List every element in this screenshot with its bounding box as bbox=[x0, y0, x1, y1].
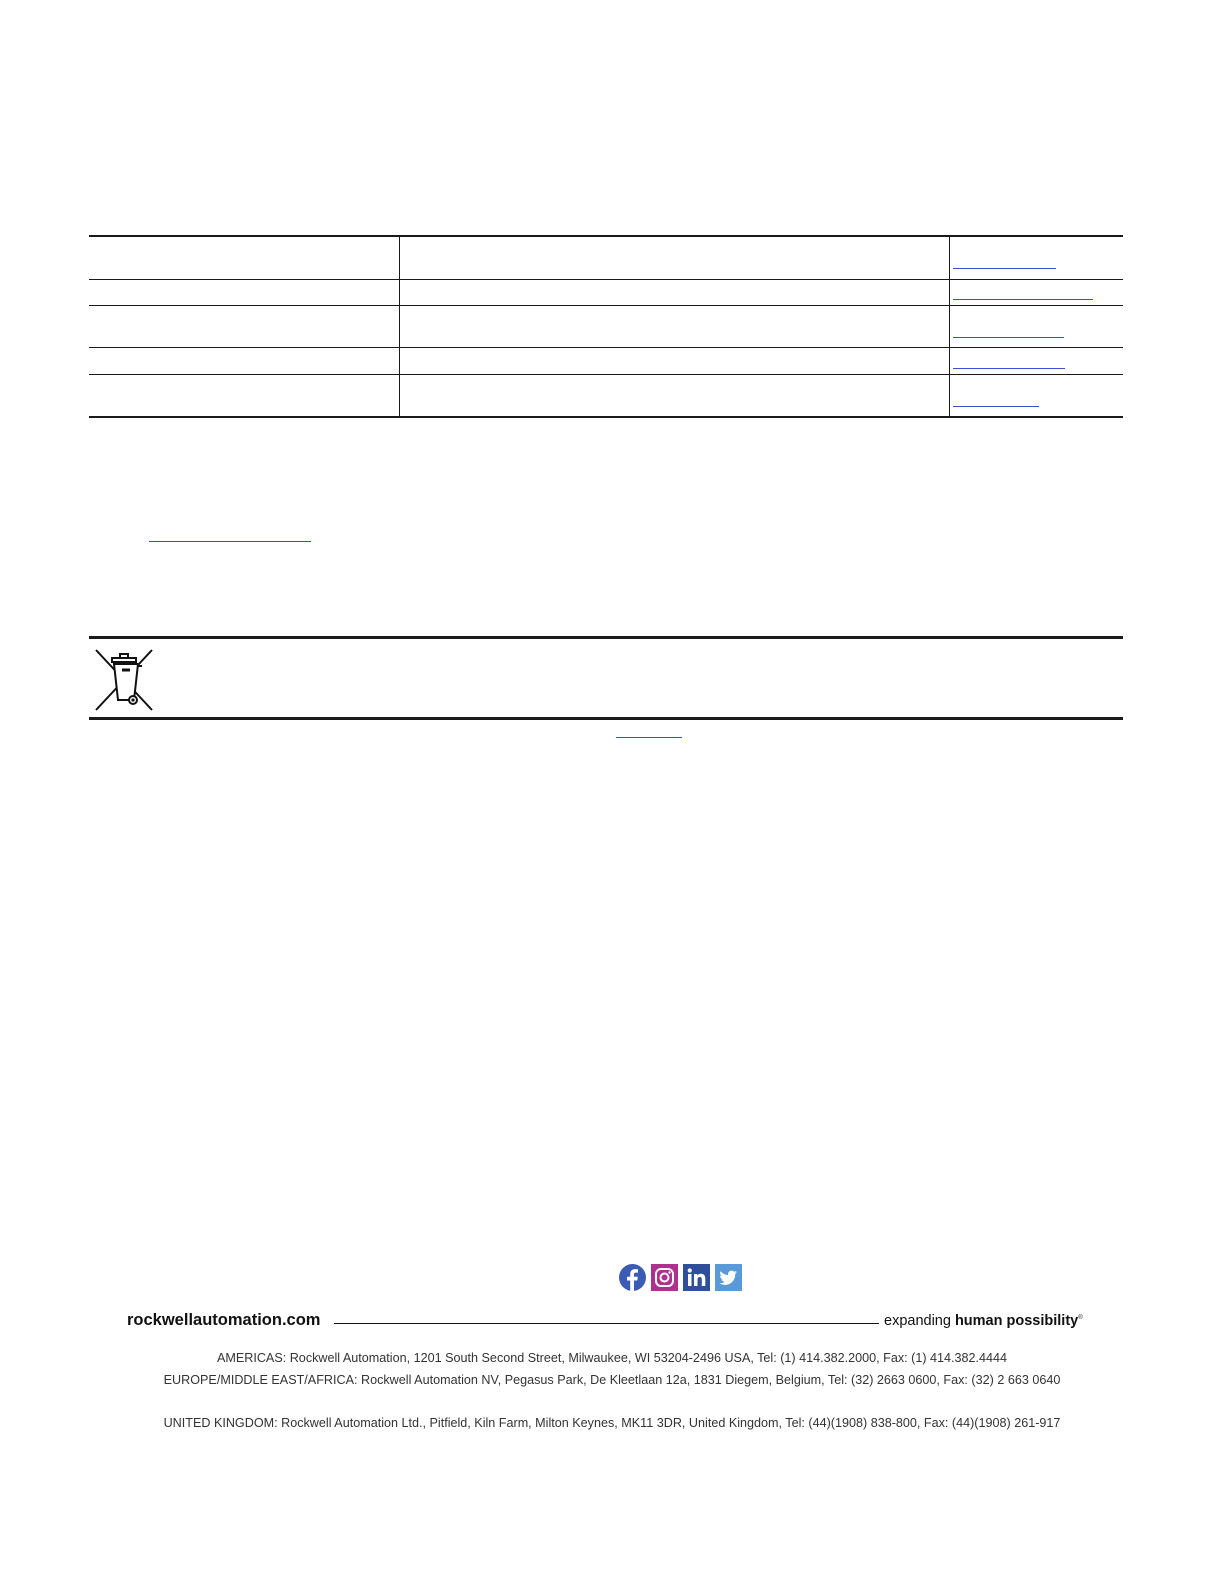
resource-link[interactable] bbox=[953, 299, 1093, 300]
table-row bbox=[89, 279, 1123, 305]
address-americas: AMERICAS: Rockwell Automation, 1201 South Second Street, Milwaukee, WI 53204-2496 USA, Tel: (1) 414.382.2000, Fax: (1) 414.382.4444 bbox=[216, 1351, 1008, 1365]
instagram-icon[interactable] bbox=[651, 1264, 678, 1291]
description-cell bbox=[400, 305, 950, 347]
tagline-bold: human possibility bbox=[954, 1313, 1079, 1329]
twitter-icon[interactable] bbox=[715, 1264, 742, 1291]
table-row bbox=[89, 347, 1123, 374]
address-uk: UNITED KINGDOM: Rockwell Automation Ltd., Pitfield, Kiln Farm, Milton Keynes, MK11 3DR, United Kingdom, Tel: (44)(1908) 838-800, Fax: (44)(1908) 261-917 bbox=[163, 1416, 1061, 1430]
website-link[interactable]: rockwellautomation.com bbox=[127, 1311, 321, 1329]
resource-link[interactable] bbox=[953, 337, 1064, 338]
link-cell[interactable] bbox=[950, 305, 1124, 347]
crossed-bin-icon bbox=[94, 648, 156, 712]
tagline-regular: expanding bbox=[884, 1313, 951, 1329]
description-cell bbox=[400, 374, 950, 417]
linkedin-icon[interactable] bbox=[683, 1264, 710, 1291]
table-row bbox=[89, 374, 1123, 417]
resource-cell bbox=[89, 305, 400, 347]
table-row bbox=[89, 305, 1123, 347]
resources-table bbox=[89, 235, 1123, 418]
address-emea: EUROPE/MIDDLE EAST/AFRICA: Rockwell Automation NV, Pegasus Park, De Kleetlaan 12a, 1831 Diegem, Belgium, Tel: (32) 2663 0600, Fax: (32) 2 663 0640 bbox=[163, 1373, 1061, 1387]
resource-link[interactable] bbox=[953, 268, 1056, 269]
social-links bbox=[619, 1264, 742, 1292]
table-row bbox=[89, 236, 1123, 279]
link-cell[interactable] bbox=[950, 347, 1124, 374]
body-link[interactable] bbox=[149, 541, 311, 542]
description-cell bbox=[400, 279, 950, 305]
link-cell[interactable] bbox=[950, 374, 1124, 417]
resource-cell bbox=[89, 236, 400, 279]
facebook-icon[interactable] bbox=[619, 1264, 646, 1291]
weee-link[interactable] bbox=[616, 737, 682, 738]
link-cell[interactable] bbox=[950, 279, 1124, 305]
resource-cell bbox=[89, 347, 400, 374]
resource-link[interactable] bbox=[953, 406, 1039, 407]
tagline bbox=[884, 1313, 1083, 1329]
resource-cell bbox=[89, 374, 400, 417]
footer-rule bbox=[334, 1323, 879, 1324]
description-cell bbox=[400, 347, 950, 374]
resource-link[interactable] bbox=[953, 368, 1065, 369]
resource-cell bbox=[89, 279, 400, 305]
description-cell bbox=[400, 236, 950, 279]
weee-notice bbox=[89, 636, 1123, 720]
registered-mark: ® bbox=[1078, 1315, 1083, 1322]
link-cell[interactable] bbox=[950, 236, 1124, 279]
